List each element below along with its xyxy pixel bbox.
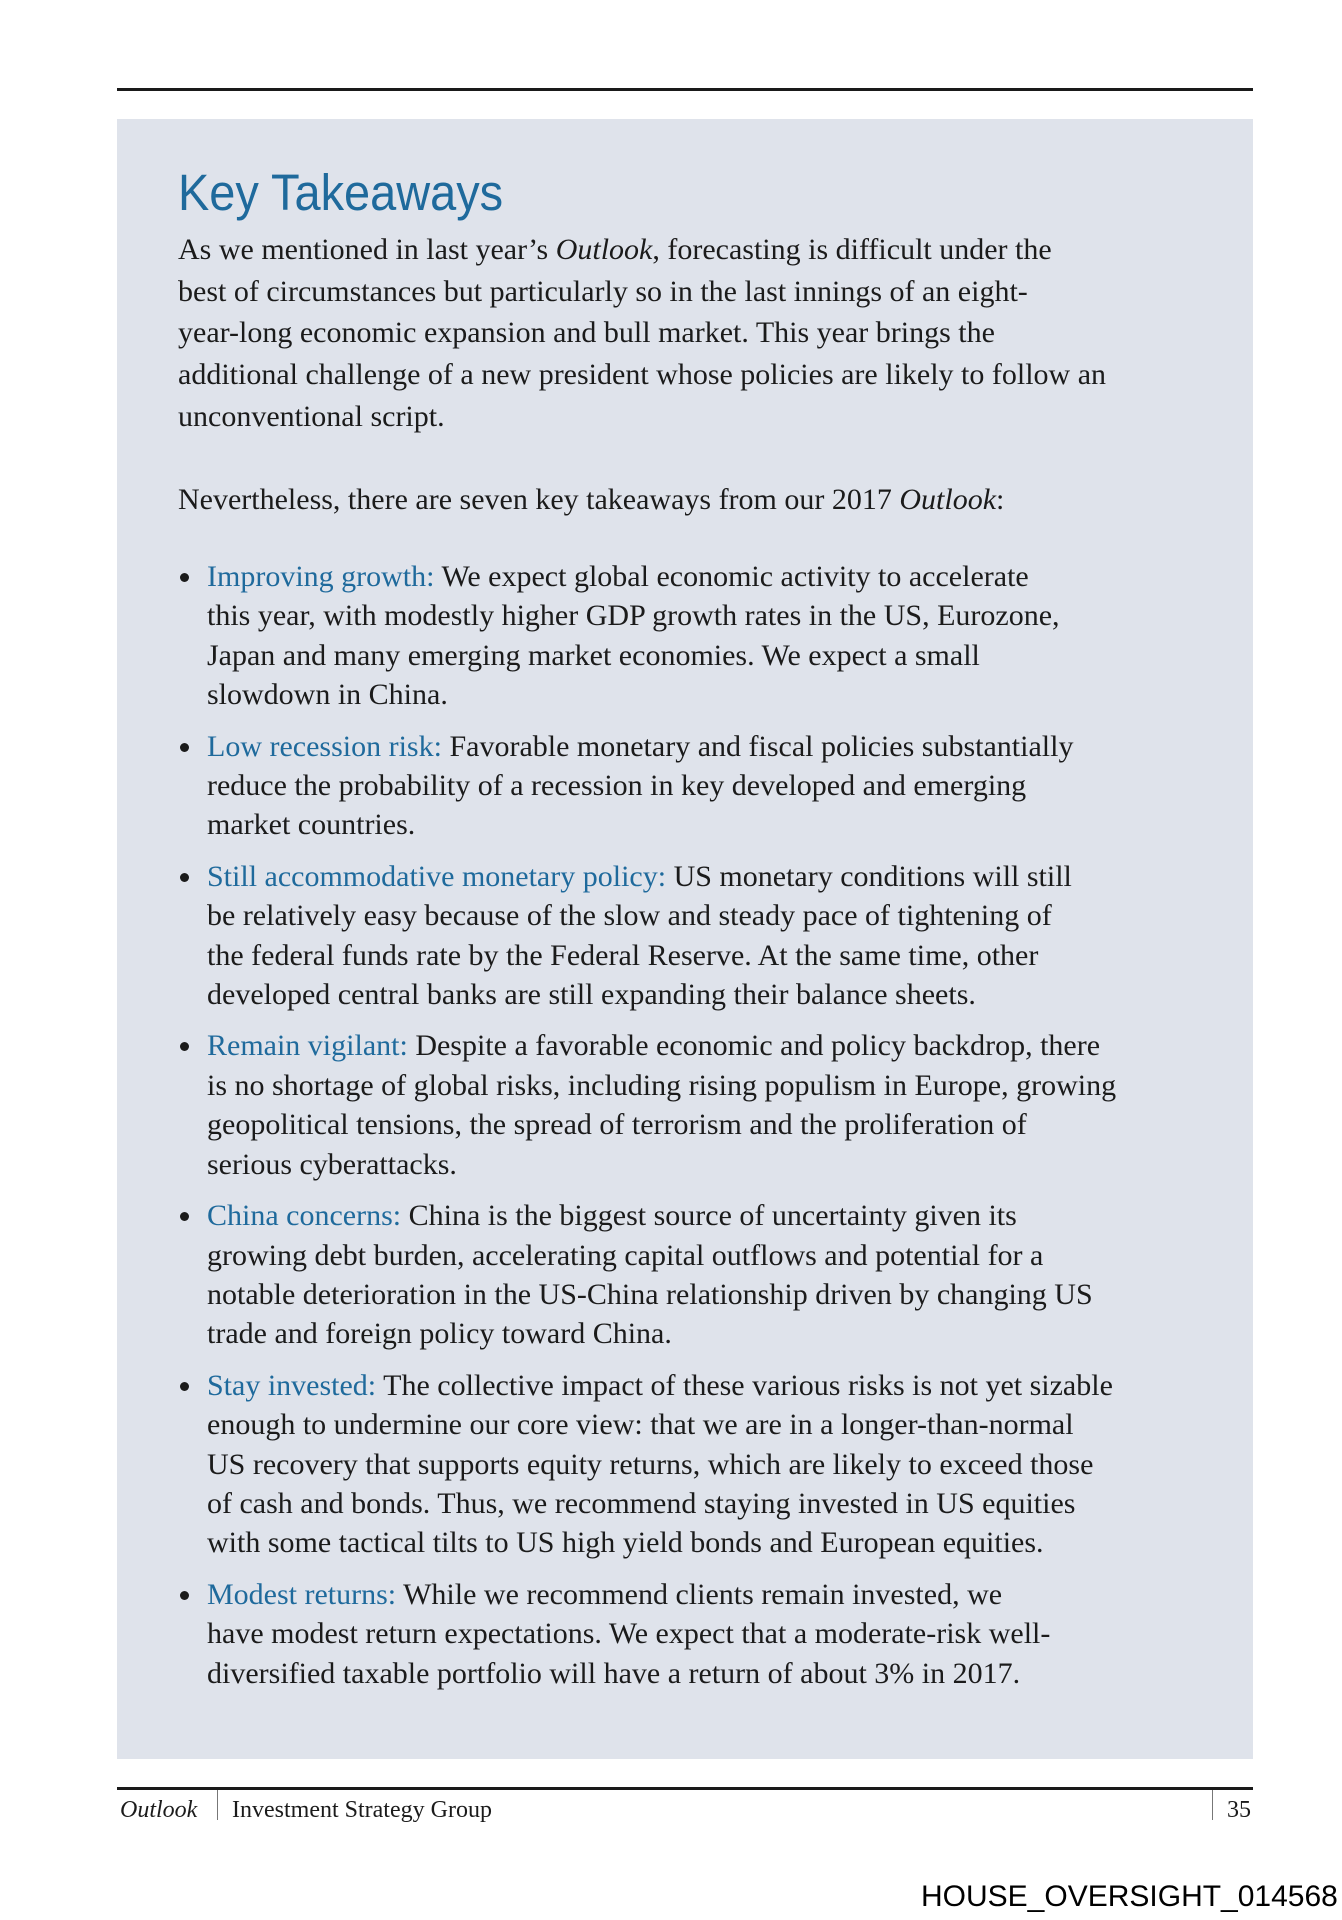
- takeaway-low-recession-risk: Low recession risk: Favorable monetary and fiscal policies substantially reduce the probability of a recession in key developed and emerging market countries.: [178, 727, 1116, 845]
- takeaway-label: Remain vigilant:: [207, 1029, 408, 1063]
- takeaway-stay-invested: Stay invested: The collective impact of these various risks is not yet sizable enough to undermine our core view: that we are in a longer-than-normal US recovery that supports equity returns, which are likely to exceed those of cash and bonds. Thus, we recommend staying invested in US equities with some tactical tilts to US high yield bonds and European equities.: [178, 1366, 1116, 1563]
- bullet-icon: [180, 743, 189, 752]
- bullet-icon: [180, 1382, 189, 1391]
- takeaway-label: Low recession risk:: [207, 729, 442, 763]
- page-number: 35: [1227, 1797, 1251, 1823]
- header-rule: [117, 88, 1253, 91]
- intro-line: additional challenge of a new president whose policies are likely to follow an: [178, 358, 1107, 392]
- footer-divider: [1212, 1790, 1213, 1820]
- intro-line: As we mentioned in last year’s Outlook, forecasting is difficult under the: [178, 233, 1052, 266]
- takeaway-label: Stay invested:: [207, 1368, 377, 1402]
- takeaway-china-concerns: China concerns: China is the biggest source of uncertainty given its growing debt burden, accelerating capital outflows and potential for a notable deterioration in the US-China relationship driven by changing US trade and foreign policy toward China.: [178, 1196, 1116, 1354]
- takeaway-improving-growth: Improving growth: We expect global economic activity to accelerate this year, with modestly higher GDP growth rates in the US, Eurozone, Japan and many emerging market economies. We expect a small slowdown in China.: [178, 557, 1116, 715]
- footer-divider: [217, 1790, 218, 1820]
- bullet-icon: [180, 1591, 189, 1600]
- takeaway-label: China concerns:: [207, 1199, 402, 1233]
- intro-line: best of circumstances but particularly so in the last innings of an eight-: [178, 274, 1028, 308]
- section-heading: Key Takeaways: [178, 164, 504, 221]
- intro-line: unconventional script.: [178, 399, 445, 433]
- takeaway-label: Modest returns:: [207, 1577, 397, 1611]
- footer-organization: Investment Strategy Group: [232, 1797, 492, 1823]
- bates-number: HOUSE_OVERSIGHT_014568: [921, 1880, 1338, 1913]
- intro-paragraph: [178, 229, 1106, 438]
- footer-publication: Outlook: [120, 1797, 198, 1823]
- lead-sentence: Nevertheless, there are seven key takeaways from our 2017 Outlook:: [178, 483, 1005, 516]
- publication-title: Outlook: [555, 233, 653, 266]
- bullet-icon: [180, 573, 189, 582]
- takeaway-accommodative-policy: Still accommodative monetary policy: US monetary conditions will still be relatively easy because of the slow and steady pace of tightening of the federal funds rate by the Federal Reserve. At the same time, other developed central banks are still expanding their balance sheets.: [178, 857, 1116, 1015]
- bullet-icon: [180, 873, 189, 882]
- footer-rule: [117, 1787, 1253, 1790]
- takeaway-label: Still accommodative monetary policy:: [207, 859, 667, 893]
- bullet-icon: [180, 1212, 189, 1221]
- bullet-icon: [180, 1042, 189, 1051]
- publication-title: Outlook: [899, 483, 997, 516]
- takeaway-modest-returns: Modest returns: While we recommend clients remain invested, we have modest return expectations. We expect that a moderate-risk well- diversified taxable portfolio will have a return of about 3% in 2017.: [178, 1575, 1116, 1693]
- intro-line: year-long economic expansion and bull market. This year brings the: [178, 316, 995, 350]
- takeaways-list: [178, 557, 1116, 1705]
- takeaway-remain-vigilant: Remain vigilant: Despite a favorable economic and policy backdrop, there is no shortage of global risks, including rising populism in Europe, growing geopolitical tensions, the spread of terrorism and the proliferation of serious cyberattacks.: [178, 1026, 1116, 1184]
- takeaway-label: Improving growth:: [207, 560, 435, 593]
